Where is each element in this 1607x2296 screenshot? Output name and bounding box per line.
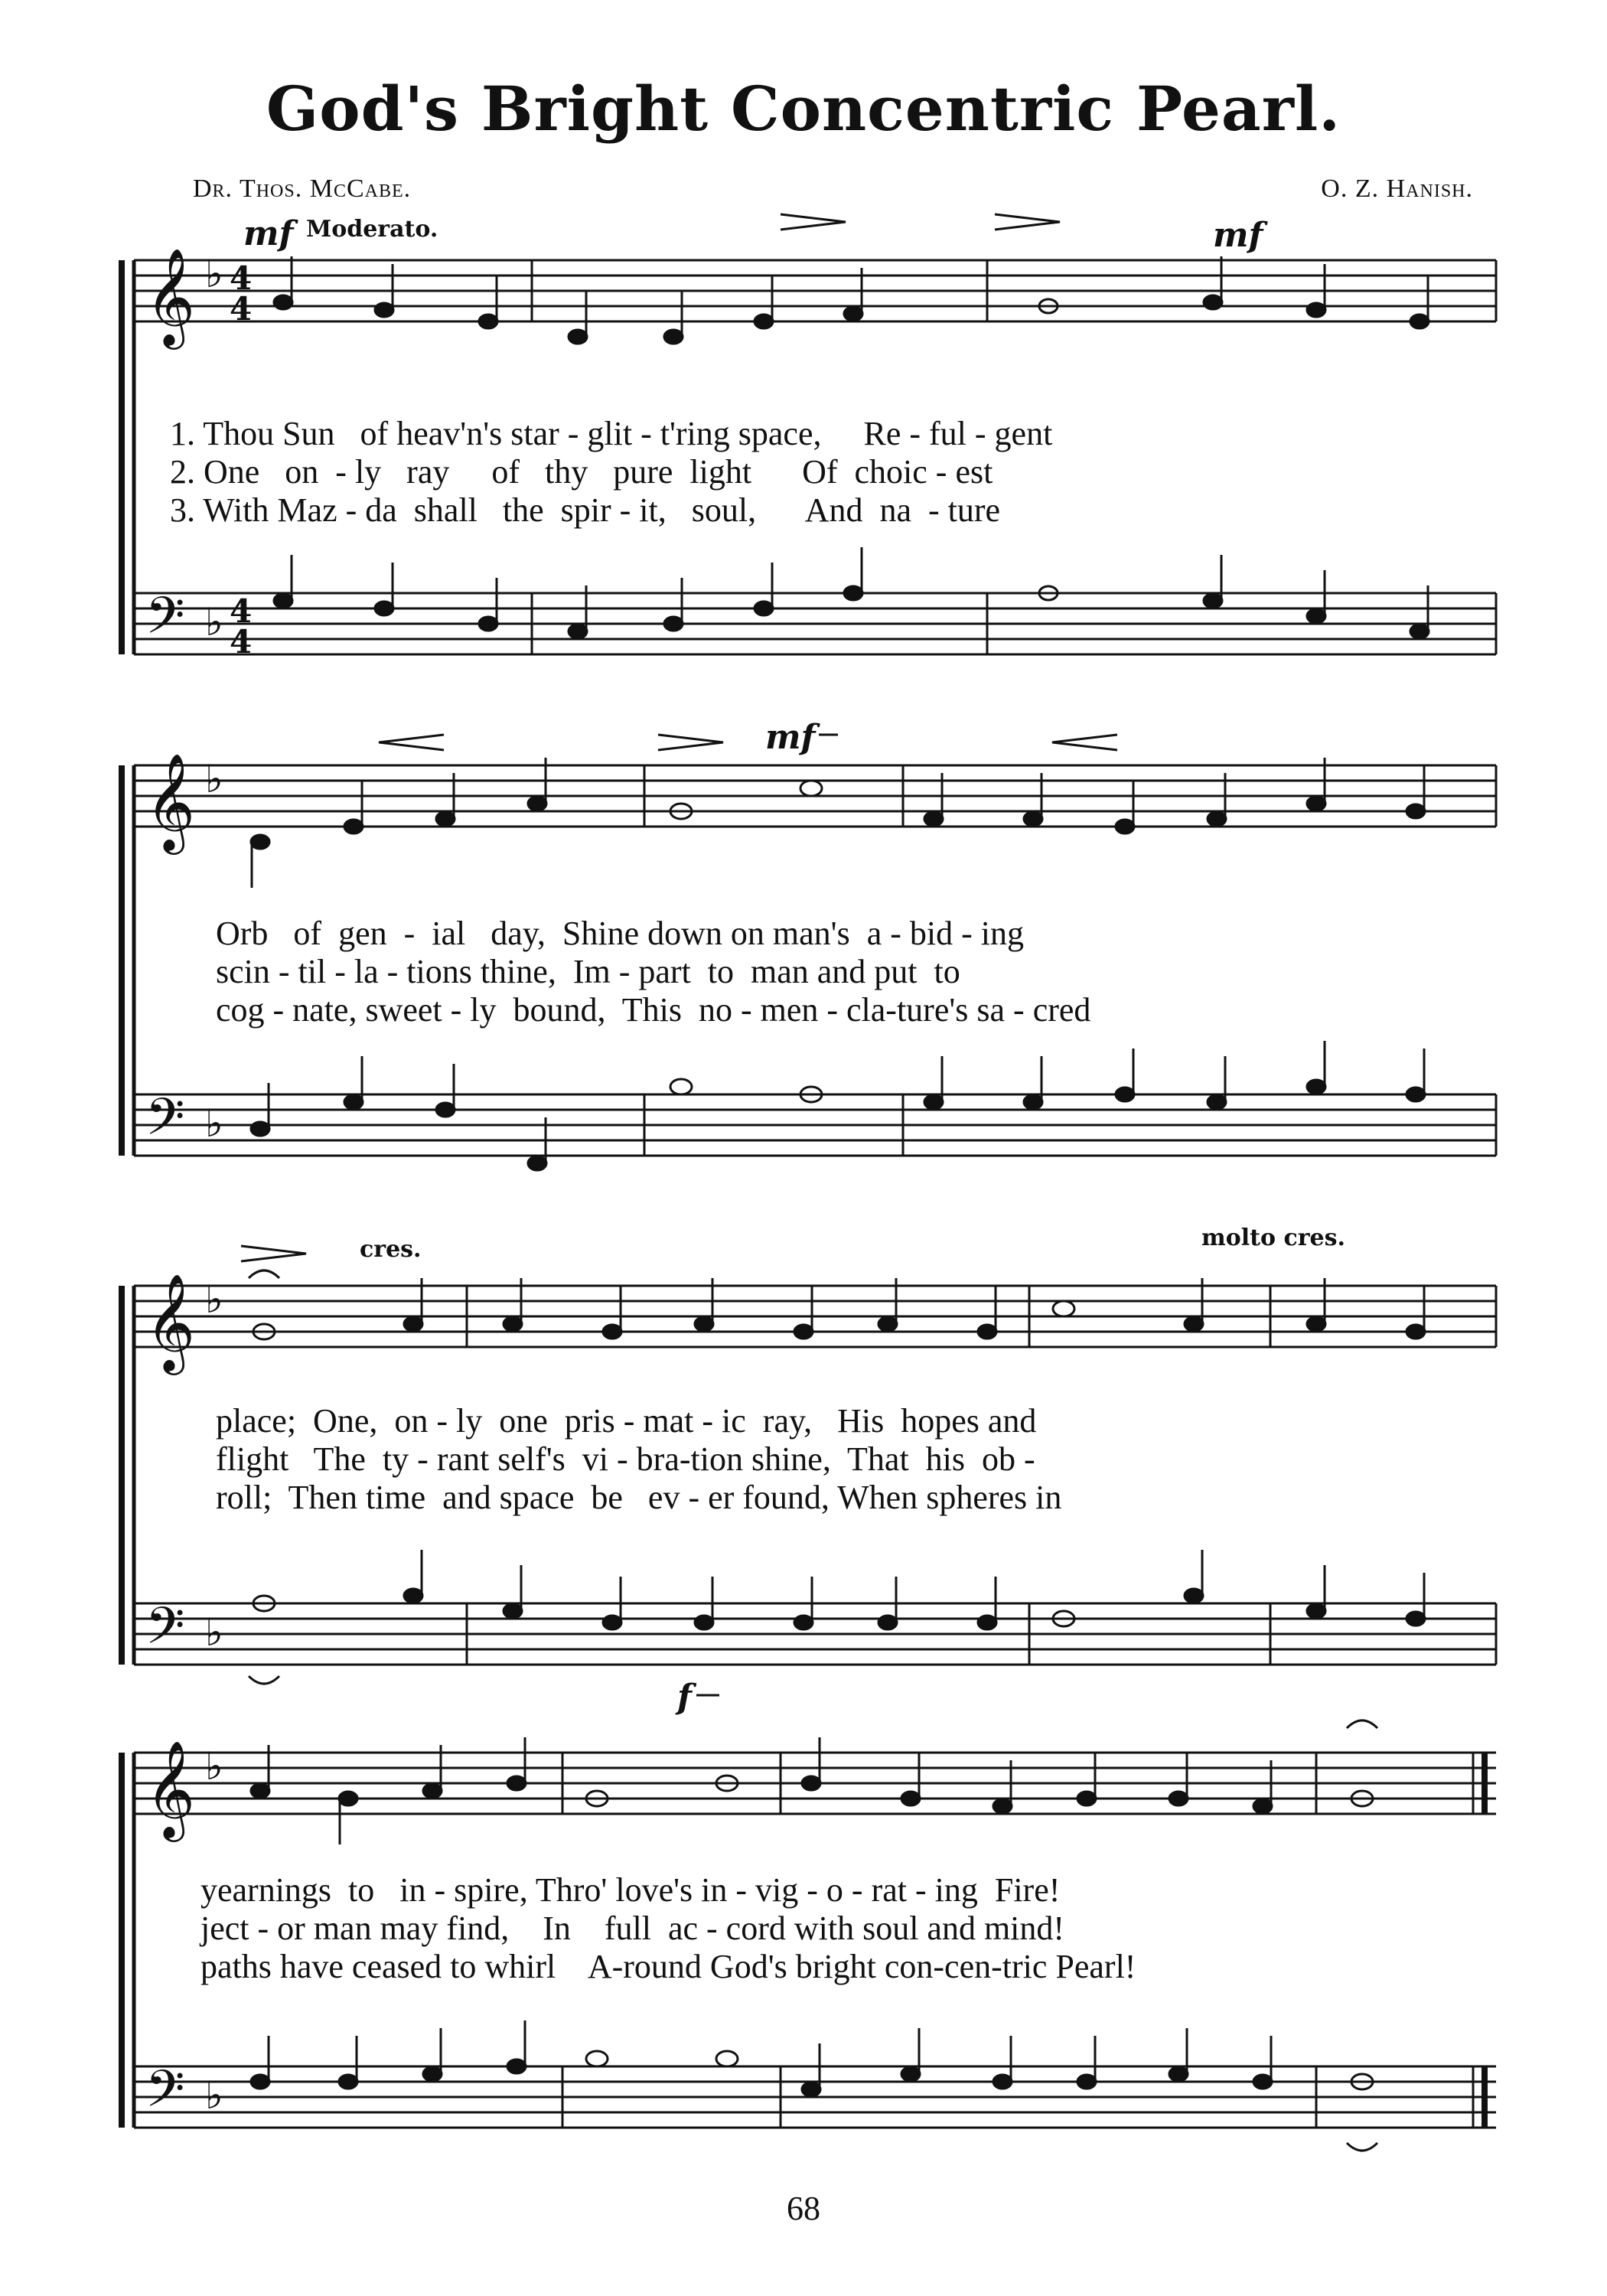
score-staves-1 [0,0,1607,689]
svg-text:♭: ♭ [205,1101,223,1146]
lyric-verse-1-line-4: yearnings to in - spire, Thro' love's in - vig - o - rat - ing Fire! [200,1871,1061,1909]
crescendo-marking: cres. [360,1236,422,1263]
svg-text:4: 4 [230,290,253,328]
lyric-verse-2-line-2: scin - til - la - tions thine, Im - part to man and put to [216,953,960,990]
hymn-title: God's Bright Concentric Pearl. [266,73,1341,145]
music-system-1 [0,0,1607,689]
svg-text:♭: ♭ [205,600,223,644]
lyric-verse-3-line-1: 3. With Maz - da shall the spir - it, soul, And na - ture [170,491,1001,529]
svg-text:♭: ♭ [205,252,223,296]
lyric-verse-1-line-3: place; One, on - ly one pris - mat - ic ray, His hopes and [216,1402,1037,1440]
svg-text:𝄞: 𝄞 [145,752,196,850]
lyric-verse-1-line-2: Orb of gen - ial day, Shine down on man's a - bid - ing [216,915,1024,952]
music-system-3 [0,1225,1607,1699]
svg-text:♭: ♭ [205,2073,223,2118]
page-number: 68 [787,2190,820,2227]
svg-text:4: 4 [230,259,253,297]
lyric-verse-2-line-4: ject - or man may find, In full ac - cord with soul and mind! [200,1910,1065,1947]
svg-text:♭: ♭ [205,1744,223,1789]
dynamic-mf-3: mf [765,718,816,757]
music-system-2 [0,689,1607,1225]
svg-text:𝄢: 𝄢 [145,1088,185,1159]
tempo-marking: Moderato. [306,216,438,243]
lyric-verse-3-line-4: paths have ceased to whirl A-round God's bright con-cen-tric Pearl! [200,1948,1136,1985]
svg-text:𝄞: 𝄞 [145,1273,196,1371]
lyric-verse-3-line-3: roll; Then time and space be ev - er found, When spheres in [216,1479,1062,1516]
svg-text:𝄢: 𝄢 [145,2060,185,2131]
composer-credit: O. Z. Hanish. [1321,174,1473,203]
lyricist-credit: Dr. Thos. McCabe. [193,174,412,203]
dynamic-mf-2: mf [1213,216,1263,255]
svg-text:♭: ♭ [205,757,223,801]
lyric-verse-2-line-1: 2. One on - ly ray of thy pure light Of choic - est [170,453,993,491]
svg-text:𝄞: 𝄞 [145,247,196,345]
music-system-4 [0,1678,1607,2189]
lyric-verse-2-line-3: flight The ty - rant self's vi - bra-tion shine, That his ob - [216,1440,1035,1478]
dynamic-mf-1: mf [243,214,294,253]
svg-text:♭: ♭ [205,1277,223,1322]
svg-text:4: 4 [230,623,253,660]
svg-text:𝄢: 𝄢 [145,586,185,657]
dynamic-forte: f [677,1678,692,1717]
lyric-verse-3-line-2: cog - nate, sweet - ly bound, This no - men - cla-ture's sa - cred [216,991,1091,1029]
svg-text:𝄞: 𝄞 [145,1740,196,1838]
svg-text:𝄢: 𝄢 [145,1596,185,1668]
molto-crescendo-marking: molto cres. [1201,1225,1345,1251]
svg-text:♭: ♭ [205,1610,223,1655]
svg-text:4: 4 [230,592,253,630]
lyric-verse-1-line-1: 1. Thou Sun of heav'n's star - glit - t'ring space, Re - ful - gent [170,415,1053,452]
